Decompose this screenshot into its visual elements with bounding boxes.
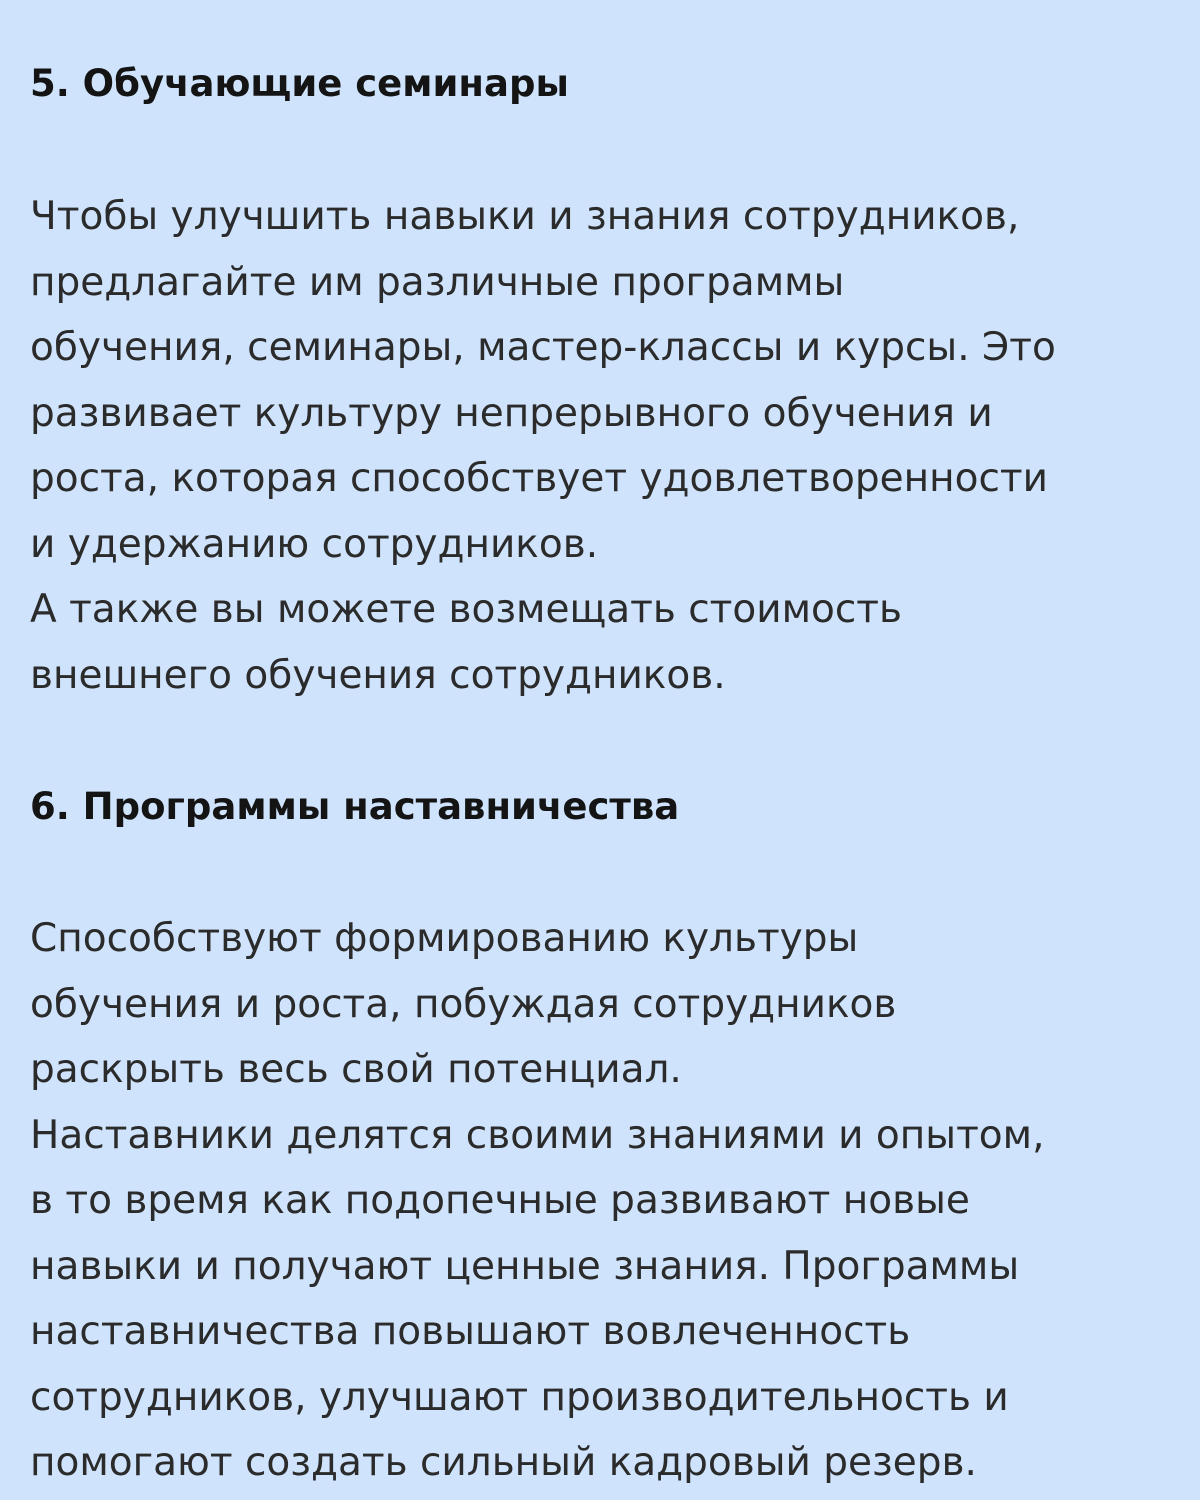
paragraph-line: Наставники делятся своими знаниями и опытом, <box>30 1112 1045 1158</box>
paragraph-line: А также вы можете возмещать стоимость <box>30 587 902 632</box>
paragraph-line: Способствуют формированию культуры <box>30 916 859 961</box>
paragraph-line: раскрыть весь свой потенциал. <box>30 1047 682 1092</box>
paragraph-line: внешнего обучения сотрудников. <box>30 652 726 698</box>
paragraph-line: сотрудников, улучшают производительность и <box>30 1374 1009 1420</box>
section-heading-training-seminars: 5. Обучающие семинары <box>30 62 569 105</box>
paragraph-line: развивает культуру непрерывного обучения и <box>30 390 993 436</box>
paragraph-line: Чтобы улучшить навыки и знания сотрудников, <box>30 194 1020 239</box>
paragraph-line: предлагайте им различные программы <box>30 259 845 305</box>
section-paragraph-mentoring-programs <box>30 906 1044 1496</box>
paragraph-line: роста, которая способствует удовлетворенности <box>30 456 1048 501</box>
paragraph-line: обучения и роста, побуждая сотрудников <box>30 981 897 1027</box>
paragraph-line: навыки и получают ценные знания. Программы <box>30 1243 1020 1289</box>
paragraph-line: наставничества повышают вовлеченность <box>30 1309 911 1354</box>
paragraph-line: в то время как подопечные развивают новые <box>30 1178 970 1223</box>
paragraph-line: и удержанию сотрудников. <box>30 521 599 567</box>
section-heading-mentoring-programs: 6. Программы наставничества <box>30 785 680 828</box>
paragraph-line: обучения, семинары, мастер-классы и курсы. Это <box>30 325 1056 370</box>
section-paragraph-training-seminars <box>30 184 1056 708</box>
paragraph-line: помогают создать сильный кадровый резерв. <box>30 1440 977 1485</box>
